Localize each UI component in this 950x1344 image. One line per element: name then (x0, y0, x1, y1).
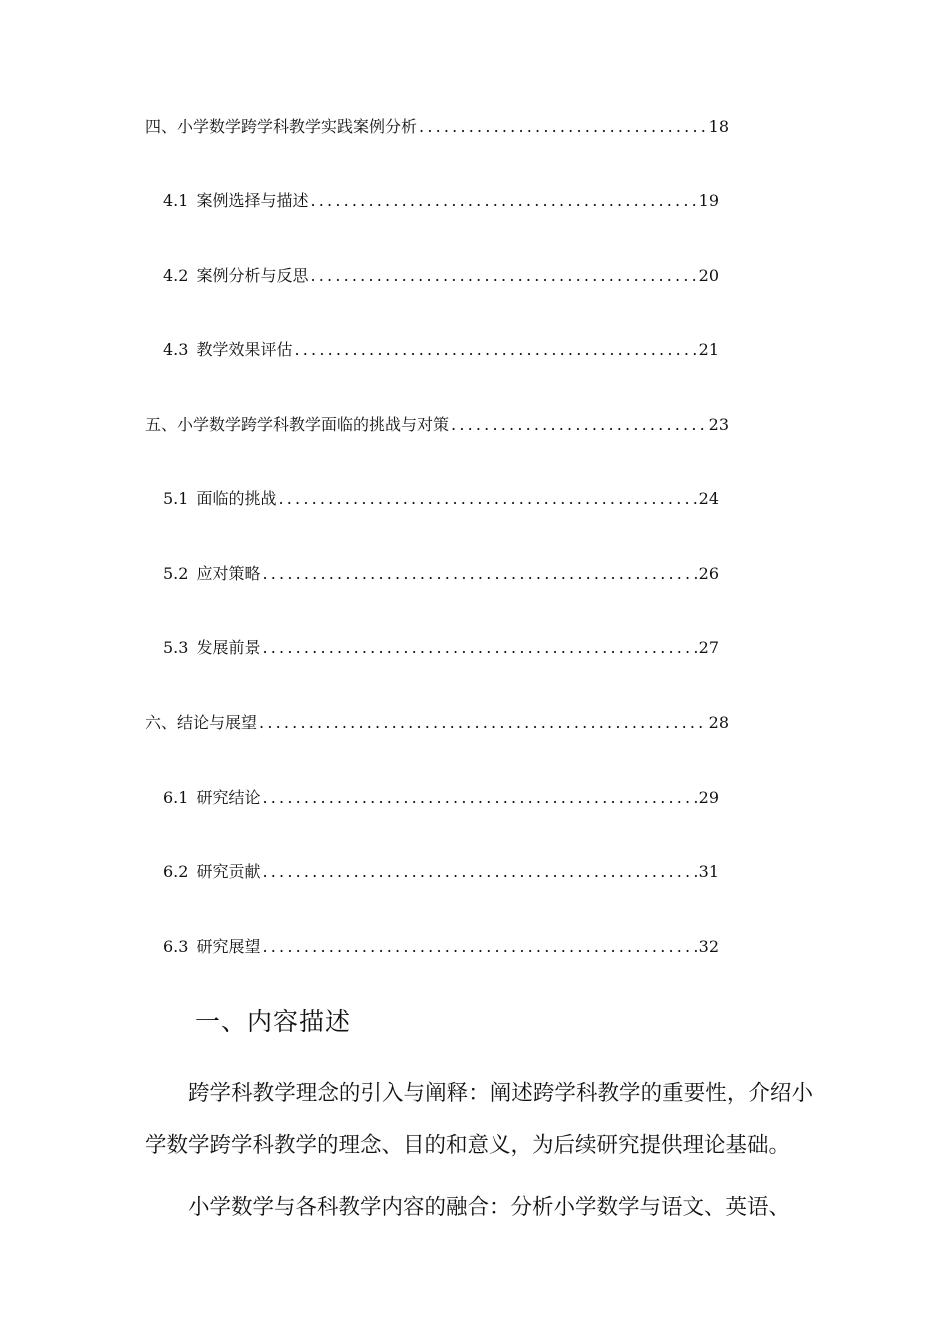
toc-number: 6.1 (163, 788, 189, 807)
toc-entry[interactable] (145, 712, 729, 734)
toc-entry[interactable] (163, 488, 719, 510)
toc-page-number: 27 (698, 638, 719, 657)
toc-title: 面临的挑战 (196, 489, 277, 508)
toc-entry[interactable] (163, 787, 719, 809)
toc-entry[interactable] (163, 339, 719, 361)
toc-dot-leader (310, 265, 696, 287)
toc-number: 4.3 (163, 340, 189, 359)
toc-number: 6.3 (163, 937, 189, 956)
toc-page-number: 24 (698, 489, 719, 508)
toc-number: 六、 (145, 713, 178, 732)
section-heading: 一、内容描述 (195, 1007, 352, 1036)
toc-title: 结论与展望 (177, 713, 258, 732)
toc-number: 5.2 (163, 564, 189, 583)
toc-page-number: 32 (698, 937, 719, 956)
toc-title: 发展前景 (196, 638, 261, 657)
toc-page-number: 21 (698, 340, 719, 359)
toc-number: 4.2 (163, 266, 189, 285)
toc-number: 5.3 (163, 638, 189, 657)
toc-page-number: 26 (698, 564, 719, 583)
toc-page-number: 19 (698, 191, 719, 210)
toc-page-number: 18 (708, 117, 729, 136)
toc-dot-leader (262, 861, 696, 883)
toc-entry[interactable] (163, 563, 719, 585)
toc-title: 研究结论 (196, 788, 261, 807)
toc-dot-leader (294, 339, 696, 361)
toc-entry[interactable] (163, 637, 719, 659)
toc-dot-leader (262, 563, 696, 585)
body-paragraph: 跨学科教学理念的引入与阐释：阐述跨学科教学的重要性，介绍小学数学跨学科教学的理念、目的和意义，为后续研究提供理论基础。 (145, 1081, 813, 1158)
toc-entry[interactable] (163, 861, 719, 883)
toc-title: 教学效果评估 (196, 340, 293, 359)
toc-number: 五、 (145, 415, 178, 434)
toc-entry[interactable] (163, 265, 719, 287)
toc-dot-leader (451, 414, 707, 436)
toc-title: 小学数学跨学科教学面临的挑战与对策 (177, 415, 450, 434)
toc-title: 研究贡献 (196, 862, 261, 881)
toc-title: 案例选择与描述 (196, 191, 309, 210)
toc-dot-leader (262, 936, 696, 958)
toc-entry[interactable] (163, 936, 719, 958)
toc-dot-leader (262, 787, 696, 809)
toc-number: 5.1 (163, 489, 189, 508)
toc-dot-leader (259, 712, 707, 734)
toc-entry[interactable] (163, 190, 719, 212)
body-paragraph: 小学数学与各科教学内容的融合：分析小学数学与语文、英语、 (188, 1195, 791, 1220)
toc-page-number: 29 (698, 788, 719, 807)
toc-entry[interactable] (145, 116, 729, 138)
toc-page-number: 23 (708, 415, 729, 434)
toc-number: 4.1 (163, 191, 189, 210)
toc-title: 应对策略 (196, 564, 261, 583)
toc-title: 案例分析与反思 (196, 266, 309, 285)
toc-page-number: 20 (698, 266, 719, 285)
toc-dot-leader (278, 488, 696, 510)
toc-page-number: 28 (708, 713, 729, 732)
toc-page-number: 31 (698, 862, 719, 881)
toc-title: 研究展望 (196, 937, 261, 956)
toc-number: 6.2 (163, 862, 189, 881)
toc-dot-leader (310, 190, 696, 212)
toc-number: 四、 (145, 117, 178, 136)
toc-dot-leader (419, 116, 707, 138)
toc-dot-leader (262, 637, 696, 659)
section-body (145, 1068, 813, 1244)
toc-title: 小学数学跨学科教学实践案例分析 (177, 117, 418, 136)
toc-entry[interactable] (145, 414, 729, 436)
